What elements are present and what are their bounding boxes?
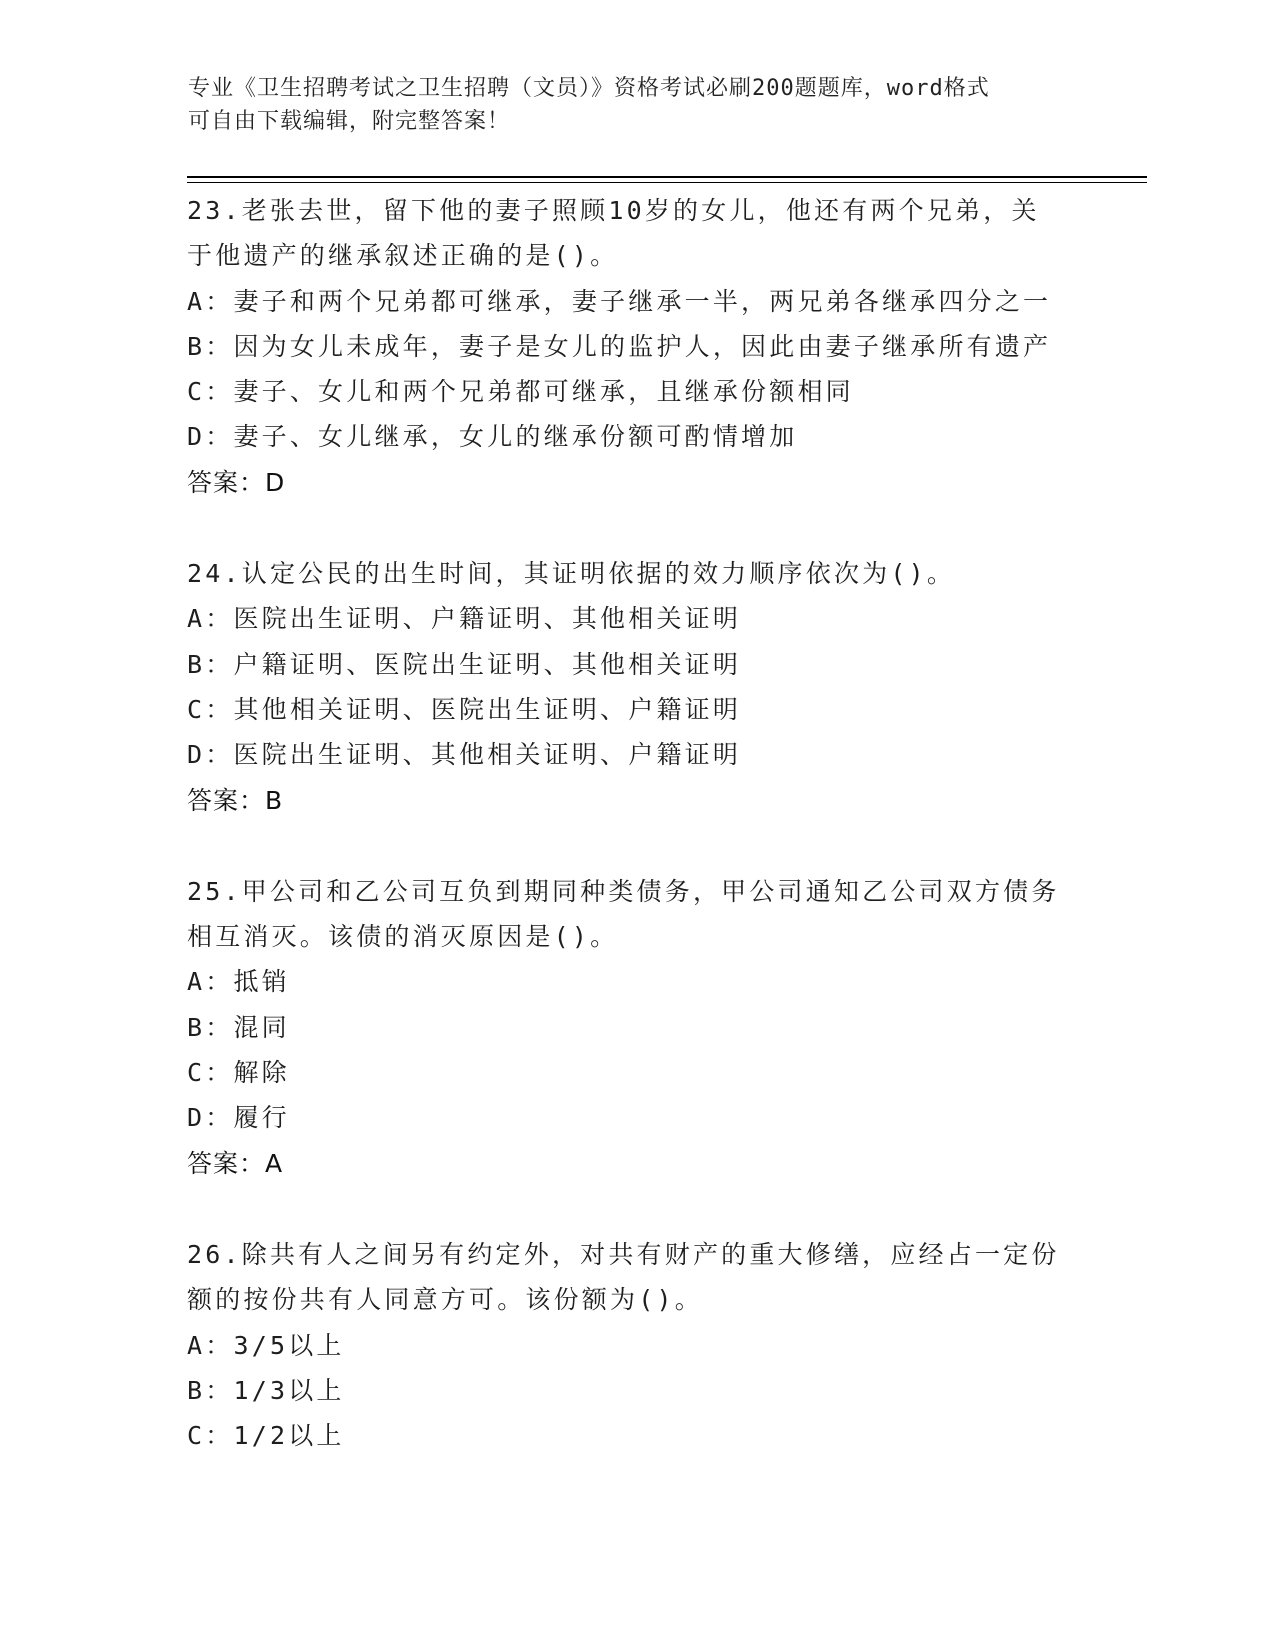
question-stem-line: 23.老张去世，留下他的妻子照顾10岁的女儿，他还有两个兄弟，关: [187, 196, 1040, 225]
option-c: C：1/2以上: [187, 1421, 345, 1451]
question-25: [187, 869, 1087, 1186]
question-stem-line: 额的按份共有人同意方可。该份额为()。: [187, 1285, 703, 1315]
option-c: C：解除: [187, 1058, 290, 1088]
question-stem-line: 25.甲公司和乙公司互负到期同种类债务，甲公司通知乙公司双方债务: [187, 876, 1060, 906]
header-line-2: 可自由下载编辑，附完整答案！: [188, 109, 511, 134]
option-b: B：户籍证明、医院出生证明、其他相关证明: [187, 649, 742, 679]
question-stem-line: 24.认定公民的出生时间，其证明依据的效力顺序依次为()。: [187, 559, 956, 589]
option-a: A：抵销: [187, 967, 290, 997]
option-c: C：妻子、女儿和两个兄弟都可继承，且继承份额相同: [187, 377, 854, 407]
question-26: [187, 1232, 1087, 1458]
option-a: A：3/5以上: [187, 1330, 345, 1360]
option-d: D：履行: [187, 1103, 290, 1133]
header-rule-thin: [187, 182, 1147, 183]
option-b: B：1/3以上: [187, 1375, 345, 1405]
question-stem-line: 相互消灭。该债的消灭原因是()。: [187, 922, 619, 952]
option-a: A：妻子和两个兄弟都可继承，妻子继承一半，两兄弟各继承四分之一: [187, 286, 1052, 316]
document-header: [188, 72, 1068, 138]
question-23: [187, 188, 1087, 505]
answer: 答案：B: [187, 785, 284, 815]
option-d: D：妻子、女儿继承，女儿的继承份额可酌情增加: [187, 422, 798, 452]
option-c: C：其他相关证明、医院出生证明、户籍证明: [187, 694, 742, 724]
option-b: B：混同: [187, 1012, 290, 1042]
answer: 答案：D: [187, 467, 286, 497]
header-rule-thick: [187, 176, 1147, 178]
header-line-1: 专业《卫生招聘考试之卫生招聘（文员）》资格考试必刷200题题库，word格式: [188, 76, 990, 101]
question-stem-line: 于他遗产的继承叙述正确的是()。: [187, 241, 619, 271]
question-24: [187, 551, 1087, 823]
option-a: A：医院出生证明、户籍证明、其他相关证明: [187, 604, 742, 634]
question-stem-line: 26.除共有人之间另有约定外，对共有财产的重大修缮，应经占一定份: [187, 1239, 1060, 1269]
answer: 答案：A: [187, 1148, 284, 1178]
option-d: D：医院出生证明、其他相关证明、户籍证明: [187, 740, 742, 770]
question-list: [187, 188, 1087, 1504]
option-b: B：因为女儿未成年，妻子是女儿的监护人，因此由妻子继承所有遗产: [187, 331, 1052, 361]
